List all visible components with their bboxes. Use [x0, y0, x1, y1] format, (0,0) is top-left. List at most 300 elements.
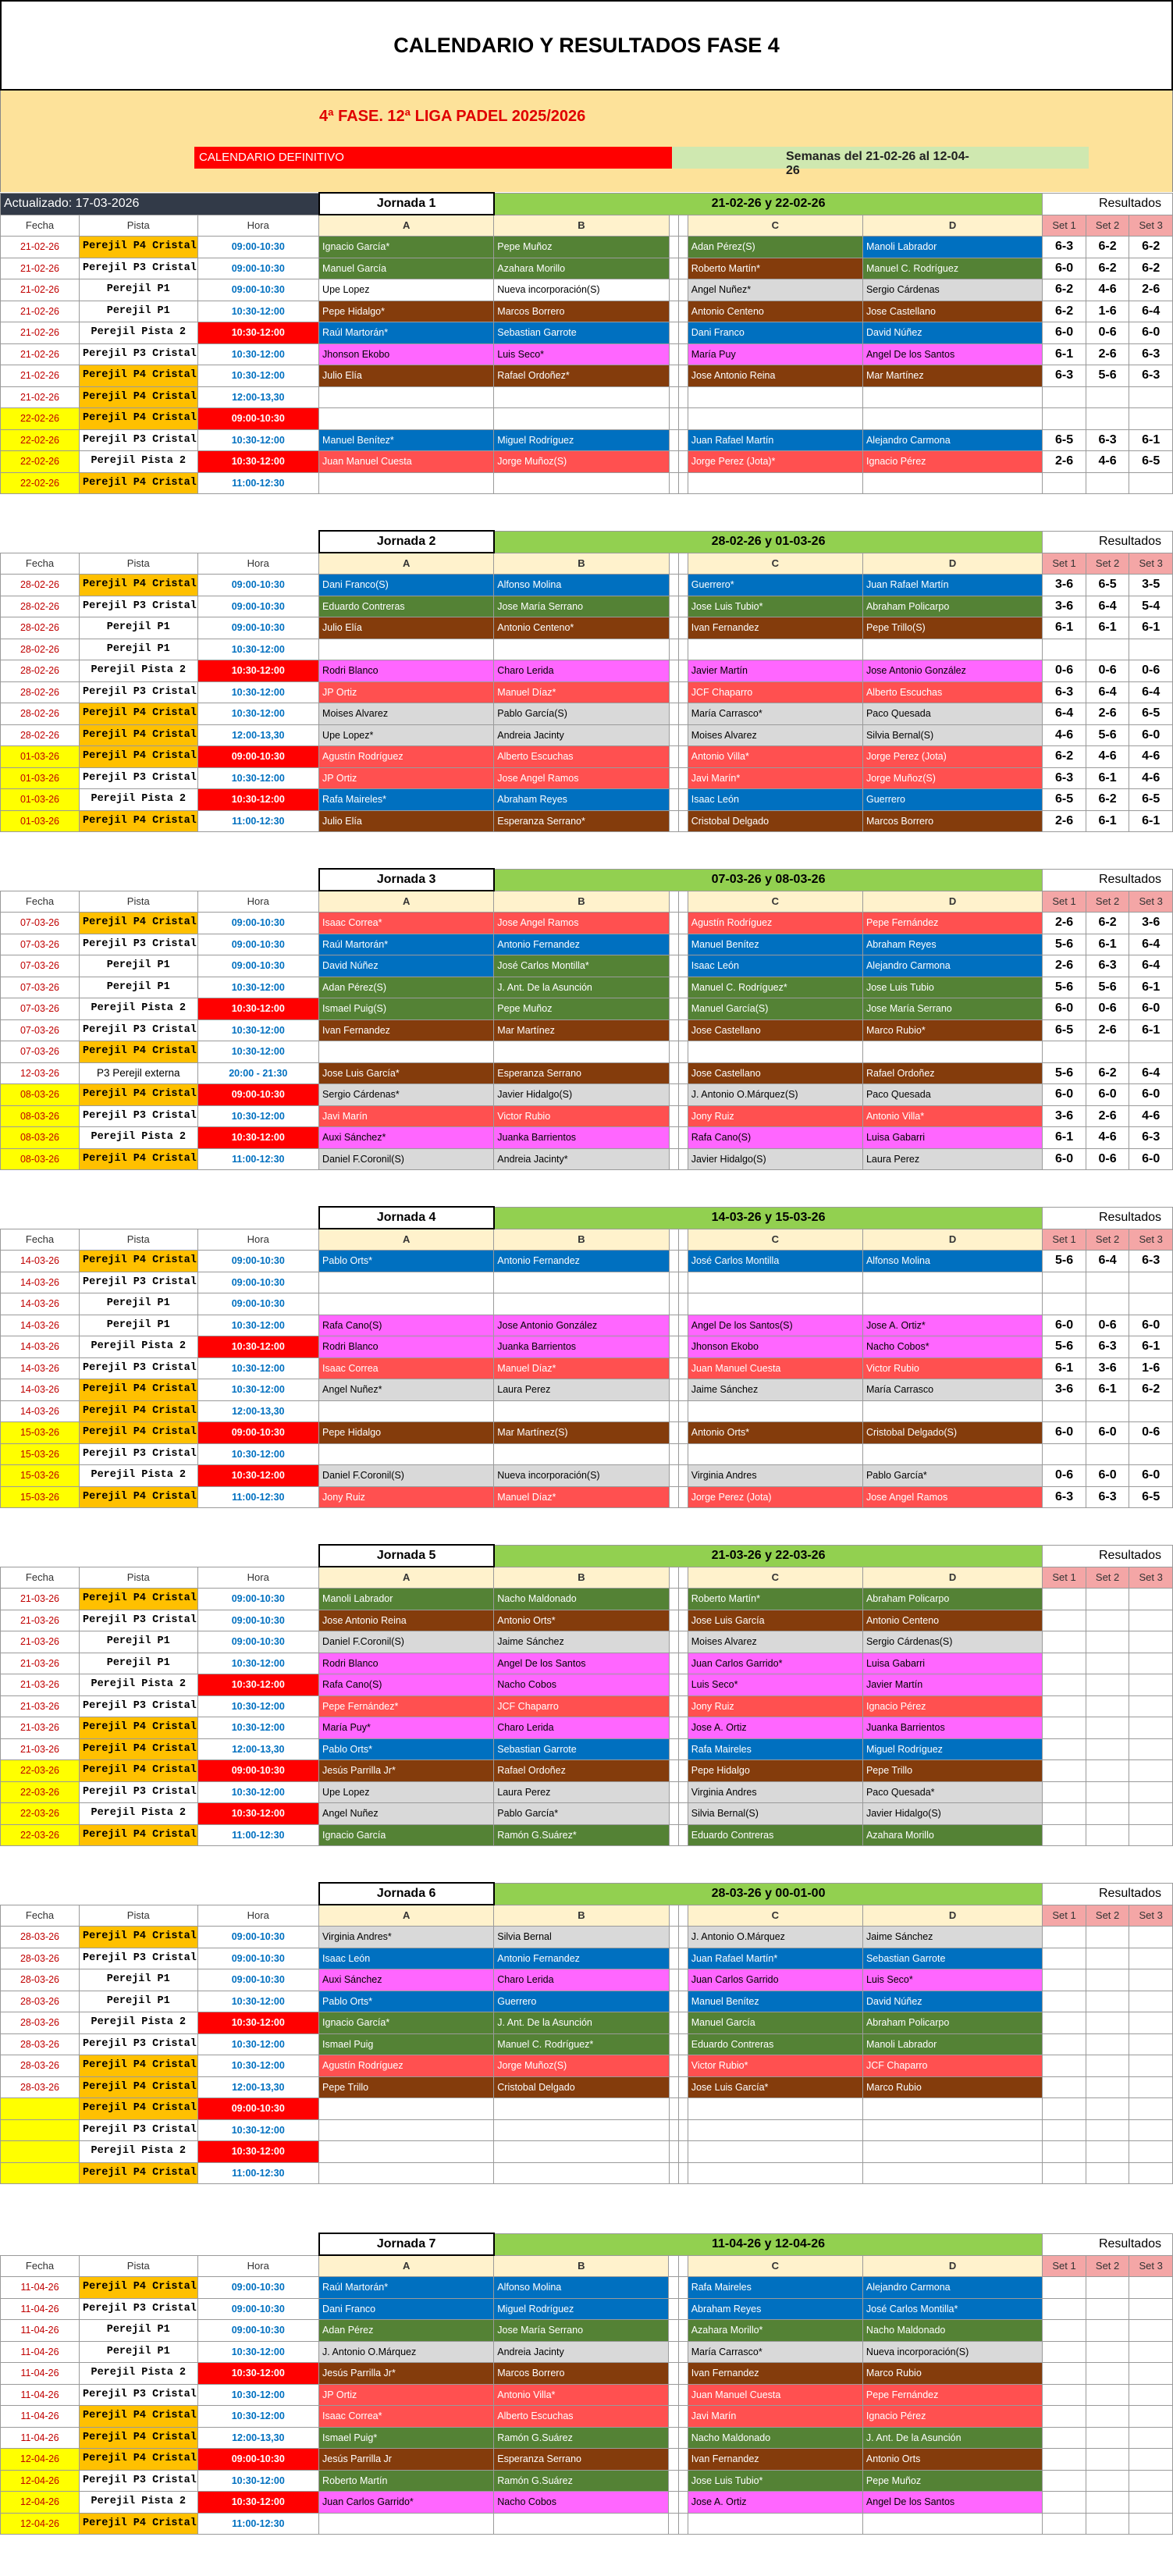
- section-gap: [0, 1846, 1173, 1882]
- player-d: Sebastian Garrote: [862, 1948, 1042, 1969]
- player-d: Luisa Gabarri: [862, 1653, 1042, 1674]
- player-c: [688, 2098, 862, 2120]
- match-time: 10:30-12:00: [197, 2119, 319, 2141]
- score-set1: 6-2: [1043, 746, 1086, 768]
- match-row[interactable]: [1, 2033, 1173, 2055]
- match-row[interactable]: [1, 1379, 1173, 1401]
- score-set3: 6-1: [1129, 1019, 1173, 1041]
- match-row[interactable]: [1, 429, 1173, 451]
- player-b: [494, 639, 669, 660]
- player-a: Pepe Fernández*: [319, 1695, 494, 1717]
- score-set1: [1043, 1760, 1086, 1782]
- player-b: Antonio Centeno*: [494, 617, 669, 639]
- match-date: 21-03-26: [1, 1653, 80, 1674]
- separator: [669, 365, 678, 387]
- score-set3: [1129, 2033, 1173, 2055]
- match-row[interactable]: [1, 810, 1173, 832]
- match-row[interactable]: [1, 1422, 1173, 1444]
- player-d: Antonio Orts: [862, 2449, 1042, 2471]
- section-gap: [0, 832, 1173, 868]
- separator: [678, 1991, 688, 2012]
- score-set3: [1129, 2384, 1173, 2406]
- col-fecha: Fecha: [1, 1567, 80, 1589]
- col-c: C: [688, 891, 862, 913]
- col-hora: Hora: [197, 215, 319, 237]
- player-a: [319, 2119, 494, 2141]
- match-court: Perejil P3 Cristal: [80, 1272, 198, 1293]
- score-set2: [1086, 1760, 1129, 1782]
- match-row[interactable]: [1, 2341, 1173, 2363]
- match-row[interactable]: [1, 1251, 1173, 1272]
- match-row[interactable]: [1, 1127, 1173, 1149]
- col-d: D: [862, 215, 1042, 237]
- separator: [669, 2162, 678, 2184]
- match-row[interactable]: [1, 1653, 1173, 1674]
- match-date: 21-03-26: [1, 1610, 80, 1631]
- score-set1: [1043, 1991, 1086, 2012]
- match-row[interactable]: [1, 1760, 1173, 1782]
- separator: [669, 810, 678, 832]
- match-row[interactable]: [1, 2055, 1173, 2077]
- results-label: Resultados: [1043, 531, 1173, 553]
- updated-label: Actualizado: 17-03-2026: [1, 193, 319, 215]
- separator: [678, 1084, 688, 1106]
- match-row[interactable]: [1, 1336, 1173, 1358]
- score-set2: 0-6: [1086, 998, 1129, 1020]
- separator: [678, 1803, 688, 1825]
- player-d: Alfonso Molina: [862, 1251, 1042, 1272]
- separator: [678, 1948, 688, 1969]
- score-set2: [1086, 2298, 1129, 2320]
- score-set3: 6-5: [1129, 789, 1173, 811]
- separator: [669, 279, 678, 301]
- player-b: [494, 386, 669, 408]
- player-b: Alfonso Molina: [494, 575, 669, 596]
- match-row[interactable]: [1, 1148, 1173, 1170]
- player-a: Juan Carlos Garrido*: [319, 2492, 494, 2514]
- separator: [669, 1486, 678, 1508]
- score-set1: 6-0: [1043, 1148, 1086, 1170]
- player-c: [688, 2119, 862, 2141]
- player-a: Pepe Hidalgo: [319, 1422, 494, 1444]
- date-end: 22-02-26: [775, 197, 826, 210]
- separator: [669, 2277, 678, 2299]
- score-set3: 2-6: [1129, 279, 1173, 301]
- match-row[interactable]: [1, 472, 1173, 494]
- match-row[interactable]: [1, 1803, 1173, 1825]
- match-row[interactable]: [1, 746, 1173, 768]
- match-row[interactable]: [1, 617, 1173, 639]
- player-d: JCF Chaparro: [862, 2055, 1042, 2077]
- match-row[interactable]: [1, 596, 1173, 617]
- player-d: Angel De los Santos: [862, 343, 1042, 365]
- score-set1: [1043, 1948, 1086, 1969]
- player-c: Ivan Fernandez: [688, 617, 862, 639]
- separator: [669, 1357, 678, 1379]
- match-date: 21-03-26: [1, 1717, 80, 1739]
- player-b: Laura Perez: [494, 1781, 669, 1803]
- jornada-title: Jornada 2: [319, 531, 494, 553]
- match-court: Perejil P1: [80, 279, 198, 301]
- player-d: Jose Angel Ramos: [862, 1486, 1042, 1508]
- player-d: José Carlos Montilla*: [862, 2298, 1042, 2320]
- match-row[interactable]: [1, 934, 1173, 955]
- date-separator: y: [761, 1887, 776, 1900]
- score-set3: [1129, 1293, 1173, 1315]
- separator: [669, 2033, 678, 2055]
- match-row[interactable]: [1, 1674, 1173, 1696]
- match-time: 11:00-12:30: [197, 2162, 319, 2184]
- match-row[interactable]: [1, 1400, 1173, 1422]
- match-date: 07-03-26: [1, 1041, 80, 1063]
- player-d: Jose Antonio González: [862, 660, 1042, 682]
- score-set1: 6-3: [1043, 237, 1086, 258]
- match-row[interactable]: [1, 2492, 1173, 2514]
- score-set1: 6-2: [1043, 301, 1086, 322]
- match-date: 15-03-26: [1, 1486, 80, 1508]
- match-row[interactable]: [1, 1443, 1173, 1465]
- match-row[interactable]: [1, 451, 1173, 473]
- score-set1: [1043, 1589, 1086, 1610]
- match-court: Perejil P3 Cristal: [80, 681, 198, 703]
- separator: [678, 279, 688, 301]
- score-set1: [1043, 1293, 1086, 1315]
- player-a: Rafa Cano(S): [319, 1315, 494, 1336]
- match-row[interactable]: [1, 1486, 1173, 1508]
- player-b: Jorge Muñoz(S): [494, 451, 669, 473]
- match-row[interactable]: [1, 955, 1173, 977]
- player-b: J. Ant. De la Asunción: [494, 2012, 669, 2034]
- col-b: B: [494, 2255, 669, 2277]
- player-a: Jesús Parrilla Jr: [319, 2449, 494, 2471]
- match-row[interactable]: [1, 1991, 1173, 2012]
- match-row[interactable]: [1, 703, 1173, 725]
- match-row[interactable]: [1, 258, 1173, 279]
- match-court: Perejil P3 Cristal: [80, 596, 198, 617]
- player-a: Pablo Orts*: [319, 1251, 494, 1272]
- player-c: Manuel C. Rodríguez*: [688, 977, 862, 998]
- score-set3: 5-4: [1129, 596, 1173, 617]
- match-time: 10:30-12:00: [197, 2012, 319, 2034]
- separator: [669, 429, 678, 451]
- match-row[interactable]: [1, 2119, 1173, 2141]
- match-date: 14-03-26: [1, 1315, 80, 1336]
- match-row[interactable]: [1, 1105, 1173, 1127]
- score-set2: [1086, 2384, 1129, 2406]
- match-date: 28-02-26: [1, 724, 80, 746]
- match-date: 21-03-26: [1, 1631, 80, 1653]
- match-row[interactable]: [1, 386, 1173, 408]
- player-c: Jorge Perez (Jota): [688, 1486, 862, 1508]
- match-row[interactable]: [1, 1695, 1173, 1717]
- match-row[interactable]: [1, 2384, 1173, 2406]
- score-set2: 6-2: [1086, 913, 1129, 934]
- match-date: 07-03-26: [1, 934, 80, 955]
- score-set3: [1129, 1674, 1173, 1696]
- match-court: Perejil Pista 2: [80, 2363, 198, 2385]
- score-set1: [1043, 2141, 1086, 2163]
- match-time: 10:30-12:00: [197, 1357, 319, 1379]
- match-row[interactable]: [1, 1969, 1173, 1991]
- match-row[interactable]: [1, 1357, 1173, 1379]
- match-row[interactable]: [1, 660, 1173, 682]
- col-fecha: Fecha: [1, 2255, 80, 2277]
- match-row[interactable]: [1, 977, 1173, 998]
- col-c: C: [688, 553, 862, 575]
- match-row[interactable]: [1, 2012, 1173, 2034]
- player-d: Juan Rafael Martín: [862, 575, 1042, 596]
- player-a: [319, 1041, 494, 1063]
- score-set3: 6-4: [1129, 955, 1173, 977]
- player-a: JP Ortiz: [319, 2384, 494, 2406]
- separator: [678, 1379, 688, 1401]
- score-set2: [1086, 2470, 1129, 2492]
- col-pista: Pista: [80, 1905, 198, 1927]
- score-set1: [1043, 2492, 1086, 2514]
- match-row[interactable]: [1, 322, 1173, 344]
- score-set2: 6-4: [1086, 1251, 1129, 1272]
- match-row[interactable]: [1, 2162, 1173, 2184]
- match-time: 09:00-10:30: [197, 1084, 319, 1106]
- match-court: Perejil P1: [80, 1631, 198, 1653]
- player-d: Paco Quesada*: [862, 1781, 1042, 1803]
- player-c: [688, 2141, 862, 2163]
- match-row[interactable]: [1, 2076, 1173, 2098]
- match-row[interactable]: [1, 1781, 1173, 1803]
- separator: [669, 1781, 678, 1803]
- match-time: 10:30-12:00: [197, 301, 319, 322]
- separator: [669, 913, 678, 934]
- match-time: 10:30-12:00: [197, 1674, 319, 1696]
- match-row[interactable]: [1, 1062, 1173, 1084]
- match-row[interactable]: [1, 2098, 1173, 2120]
- player-d: Cristobal Delgado(S): [862, 1422, 1042, 1444]
- score-set1: 2-6: [1043, 810, 1086, 832]
- match-row[interactable]: [1, 681, 1173, 703]
- separator: [678, 237, 688, 258]
- score-set2: 6-0: [1086, 1465, 1129, 1487]
- score-set3: [1129, 1824, 1173, 1846]
- score-set1: 5-6: [1043, 1336, 1086, 1358]
- match-date: 21-02-26: [1, 301, 80, 322]
- match-date: 15-03-26: [1, 1422, 80, 1444]
- match-row[interactable]: [1, 1589, 1173, 1610]
- score-set1: 3-6: [1043, 575, 1086, 596]
- match-row[interactable]: [1, 789, 1173, 811]
- match-row[interactable]: [1, 2513, 1173, 2535]
- separator: [669, 2427, 678, 2449]
- score-set3: [1129, 1738, 1173, 1760]
- separator: [669, 386, 678, 408]
- match-court: Perejil P4 Cristal: [80, 810, 198, 832]
- results-label: Resultados: [1043, 2233, 1173, 2255]
- match-row[interactable]: [1, 2363, 1173, 2385]
- score-set1: [1043, 472, 1086, 494]
- section-gap: [0, 1508, 1173, 1544]
- col-fecha: Fecha: [1, 891, 80, 913]
- col-set1: Set 1: [1043, 2255, 1086, 2277]
- score-set3: [1129, 1695, 1173, 1717]
- match-row[interactable]: [1, 639, 1173, 660]
- player-a: María Puy*: [319, 1717, 494, 1739]
- separator: [678, 1357, 688, 1379]
- player-d: Pepe Fernández: [862, 913, 1042, 934]
- match-row[interactable]: [1, 1824, 1173, 1846]
- match-row[interactable]: [1, 408, 1173, 430]
- match-court: Perejil P4 Cristal: [80, 1041, 198, 1063]
- player-d: Nacho Cobos*: [862, 1336, 1042, 1358]
- match-row[interactable]: [1, 724, 1173, 746]
- match-row[interactable]: [1, 1019, 1173, 1041]
- match-row[interactable]: [1, 279, 1173, 301]
- player-d: Pablo García*: [862, 1465, 1042, 1487]
- match-row[interactable]: [1, 1717, 1173, 1739]
- player-d: [862, 2119, 1042, 2141]
- player-a: [319, 472, 494, 494]
- match-row[interactable]: [1, 575, 1173, 596]
- match-time: 10:30-12:00: [197, 703, 319, 725]
- match-row[interactable]: [1, 767, 1173, 789]
- match-row[interactable]: [1, 365, 1173, 387]
- match-row[interactable]: [1, 1041, 1173, 1063]
- score-set3: [1129, 2320, 1173, 2342]
- match-time: 10:30-12:00: [197, 1991, 319, 2012]
- player-c: Manuel Benítez: [688, 934, 862, 955]
- player-a: Pablo Orts*: [319, 1991, 494, 2012]
- player-c: Roberto Martín*: [688, 258, 862, 279]
- match-row[interactable]: [1, 913, 1173, 934]
- score-set2: [1086, 1824, 1129, 1846]
- player-c: Jose Antonio Reina: [688, 365, 862, 387]
- player-a: Julio Elía: [319, 365, 494, 387]
- match-time: 10:30-12:00: [197, 1315, 319, 1336]
- score-set2: [1086, 1781, 1129, 1803]
- player-d: Juanka Barrientos: [862, 1717, 1042, 1739]
- match-row[interactable]: [1, 2298, 1173, 2320]
- match-court: Perejil P3 Cristal: [80, 2119, 198, 2141]
- player-a: [319, 1272, 494, 1293]
- match-row[interactable]: [1, 1948, 1173, 1969]
- match-row[interactable]: [1, 1465, 1173, 1487]
- match-row[interactable]: [1, 2406, 1173, 2428]
- score-set3: [1129, 1948, 1173, 1969]
- match-time: 10:30-12:00: [197, 1781, 319, 1803]
- score-set2: [1086, 1991, 1129, 2012]
- score-set1: 3-6: [1043, 1379, 1086, 1401]
- player-b: Pepe Muñoz: [494, 998, 669, 1020]
- match-court: Perejil P3 Cristal: [80, 1019, 198, 1041]
- match-court: Perejil P4 Cristal: [80, 2055, 198, 2077]
- separator: [669, 322, 678, 344]
- match-date: 22-02-26: [1, 429, 80, 451]
- player-a: Rafa Cano(S): [319, 1674, 494, 1696]
- separator: [678, 2513, 688, 2535]
- player-b: Miguel Rodríguez: [494, 429, 669, 451]
- blank-cell: [1, 1883, 319, 1905]
- separator: [669, 1272, 678, 1293]
- player-a: Rodri Blanco: [319, 1653, 494, 1674]
- score-set3: 6-3: [1129, 1127, 1173, 1149]
- score-set1: [1043, 2384, 1086, 2406]
- player-b: Abraham Reyes: [494, 789, 669, 811]
- blank-cell: [1, 869, 319, 891]
- match-row[interactable]: [1, 2141, 1173, 2163]
- match-row[interactable]: [1, 1293, 1173, 1315]
- match-date: 21-03-26: [1, 1738, 80, 1760]
- score-set1: 3-6: [1043, 1105, 1086, 1127]
- player-a: Jesús Parrilla Jr*: [319, 1760, 494, 1782]
- match-court: Perejil P4 Cristal: [80, 1824, 198, 1846]
- match-row[interactable]: [1, 2470, 1173, 2492]
- match-time: 10:30-12:00: [197, 343, 319, 365]
- match-row[interactable]: [1, 1610, 1173, 1631]
- blank-cell: [1, 2233, 319, 2255]
- separator: [678, 1631, 688, 1653]
- col-a: A: [319, 891, 494, 913]
- score-set1: 0-6: [1043, 1465, 1086, 1487]
- match-row[interactable]: [1, 1272, 1173, 1293]
- col-set2: Set 2: [1086, 1905, 1129, 1927]
- player-c: Luis Seco*: [688, 1674, 862, 1696]
- match-court: Perejil P1: [80, 1653, 198, 1674]
- col-b: B: [494, 891, 669, 913]
- separator: [669, 1717, 678, 1739]
- score-set2: 6-0: [1086, 1422, 1129, 1444]
- separator: [669, 1631, 678, 1653]
- match-court: Perejil P4 Cristal: [80, 408, 198, 430]
- separator: [669, 1251, 678, 1272]
- match-row[interactable]: [1, 1084, 1173, 1106]
- score-set3: [1129, 2470, 1173, 2492]
- score-set3: [1129, 1589, 1173, 1610]
- match-time: 09:00-10:30: [197, 2298, 319, 2320]
- match-row[interactable]: [1, 1631, 1173, 1653]
- player-b: Antonio Fernandez: [494, 1251, 669, 1272]
- separator: [678, 215, 688, 237]
- match-row[interactable]: [1, 1738, 1173, 1760]
- match-row[interactable]: [1, 1927, 1173, 1948]
- match-row[interactable]: [1, 2320, 1173, 2342]
- player-a: Roberto Martín: [319, 2470, 494, 2492]
- match-court: Perejil P4 Cristal: [80, 746, 198, 768]
- score-set2: [1086, 2033, 1129, 2055]
- match-time: 10:30-12:00: [197, 2033, 319, 2055]
- match-date: 21-02-26: [1, 237, 80, 258]
- player-b: [494, 2162, 669, 2184]
- match-row[interactable]: [1, 2427, 1173, 2449]
- match-row[interactable]: [1, 998, 1173, 1020]
- score-set1: [1043, 2033, 1086, 2055]
- match-court: Perejil P3 Cristal: [80, 767, 198, 789]
- match-row[interactable]: [1, 2277, 1173, 2299]
- match-row[interactable]: [1, 301, 1173, 322]
- match-row[interactable]: [1, 343, 1173, 365]
- match-row[interactable]: [1, 2449, 1173, 2471]
- match-row[interactable]: [1, 237, 1173, 258]
- separator: [678, 2012, 688, 2034]
- player-b: Azahara Morillo: [494, 258, 669, 279]
- player-b: Nueva incorporación(S): [494, 279, 669, 301]
- match-court: Perejil P1: [80, 1969, 198, 1991]
- separator: [669, 1127, 678, 1149]
- date-end: 08-03-26: [775, 873, 826, 886]
- col-set1: Set 1: [1043, 1567, 1086, 1589]
- player-b: Sebastian Garrote: [494, 322, 669, 344]
- match-date: 21-03-26: [1, 1589, 80, 1610]
- match-row[interactable]: [1, 1315, 1173, 1336]
- player-a: Manuel García: [319, 258, 494, 279]
- score-set3: [1129, 1927, 1173, 1948]
